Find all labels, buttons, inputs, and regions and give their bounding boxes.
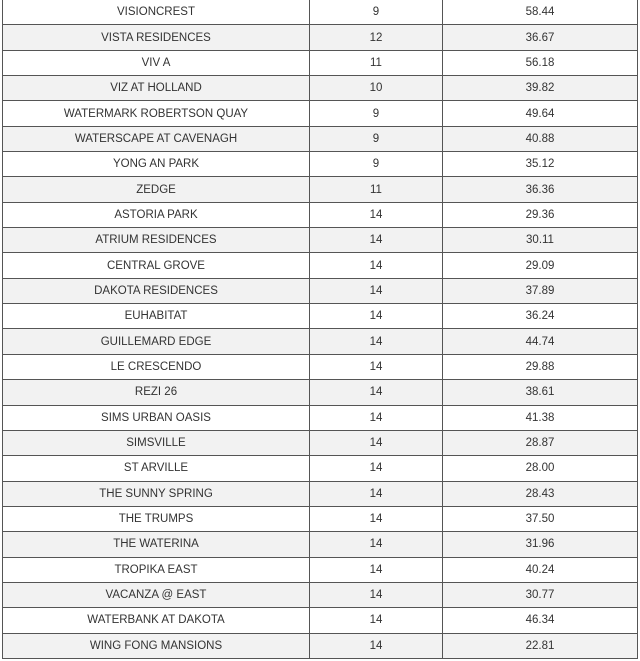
table-row [3, 278, 638, 303]
project-name-cell: VISIONCREST [3, 0, 310, 25]
age-cell: 9 [310, 101, 443, 126]
project-name-cell: WING FONG MANSIONS [3, 633, 310, 658]
table-body [3, 0, 638, 658]
value-cell: 31.96 [443, 532, 638, 557]
value-cell: 30.11 [443, 228, 638, 253]
table-row [3, 430, 638, 455]
table-row [3, 608, 638, 633]
table-row [3, 202, 638, 227]
age-cell: 14 [310, 380, 443, 405]
value-cell: 22.81 [443, 633, 638, 658]
table-row [3, 405, 638, 430]
value-cell: 38.61 [443, 380, 638, 405]
age-cell: 14 [310, 582, 443, 607]
age-cell: 9 [310, 0, 443, 25]
project-name-cell: DAKOTA RESIDENCES [3, 278, 310, 303]
table-row [3, 126, 638, 151]
value-cell: 44.74 [443, 329, 638, 354]
age-cell: 12 [310, 25, 443, 50]
project-name-cell: TROPIKA EAST [3, 557, 310, 582]
age-cell: 14 [310, 430, 443, 455]
age-cell: 14 [310, 506, 443, 531]
age-cell: 10 [310, 76, 443, 101]
table-row [3, 304, 638, 329]
value-cell: 28.00 [443, 456, 638, 481]
project-name-cell: GUILLEMARD EDGE [3, 329, 310, 354]
project-name-cell: ZEDGE [3, 177, 310, 202]
project-name-cell: VIV A [3, 50, 310, 75]
age-cell: 14 [310, 228, 443, 253]
table-row [3, 152, 638, 177]
value-cell: 58.44 [443, 0, 638, 25]
table-row [3, 532, 638, 557]
age-cell: 14 [310, 532, 443, 557]
age-cell: 9 [310, 126, 443, 151]
age-cell: 14 [310, 608, 443, 633]
value-cell: 40.24 [443, 557, 638, 582]
value-cell: 36.36 [443, 177, 638, 202]
value-cell: 56.18 [443, 50, 638, 75]
table-row [3, 582, 638, 607]
age-cell: 14 [310, 557, 443, 582]
project-name-cell: CENTRAL GROVE [3, 253, 310, 278]
table-row [3, 101, 638, 126]
project-name-cell: REZI 26 [3, 380, 310, 405]
project-name-cell: WATERSCAPE AT CAVENAGH [3, 126, 310, 151]
table-row [3, 354, 638, 379]
age-cell: 14 [310, 405, 443, 430]
project-name-cell: WATERMARK ROBERTSON QUAY [3, 101, 310, 126]
age-cell: 9 [310, 152, 443, 177]
project-name-cell: VIZ AT HOLLAND [3, 76, 310, 101]
project-name-cell: SIMSVILLE [3, 430, 310, 455]
project-name-cell: THE TRUMPS [3, 506, 310, 531]
value-cell: 29.88 [443, 354, 638, 379]
condo-table [2, 0, 638, 659]
project-name-cell: THE SUNNY SPRING [3, 481, 310, 506]
age-cell: 14 [310, 456, 443, 481]
table-row [3, 481, 638, 506]
project-name-cell: ASTORIA PARK [3, 202, 310, 227]
age-cell: 14 [310, 278, 443, 303]
value-cell: 36.24 [443, 304, 638, 329]
value-cell: 35.12 [443, 152, 638, 177]
value-cell: 46.34 [443, 608, 638, 633]
value-cell: 28.87 [443, 430, 638, 455]
project-name-cell: ST ARVILLE [3, 456, 310, 481]
value-cell: 30.77 [443, 582, 638, 607]
value-cell: 29.36 [443, 202, 638, 227]
table-row [3, 633, 638, 658]
value-cell: 39.82 [443, 76, 638, 101]
age-cell: 14 [310, 633, 443, 658]
value-cell: 37.89 [443, 278, 638, 303]
age-cell: 14 [310, 202, 443, 227]
table-row [3, 177, 638, 202]
value-cell: 49.64 [443, 101, 638, 126]
table-row [3, 456, 638, 481]
table-row [3, 557, 638, 582]
value-cell: 36.67 [443, 25, 638, 50]
table-row [3, 329, 638, 354]
age-cell: 14 [310, 329, 443, 354]
project-name-cell: YONG AN PARK [3, 152, 310, 177]
table-row [3, 25, 638, 50]
age-cell: 14 [310, 354, 443, 379]
value-cell: 29.09 [443, 253, 638, 278]
value-cell: 41.38 [443, 405, 638, 430]
project-name-cell: LE CRESCENDO [3, 354, 310, 379]
project-name-cell: SIMS URBAN OASIS [3, 405, 310, 430]
table-row [3, 50, 638, 75]
table-row [3, 0, 638, 25]
table-row [3, 506, 638, 531]
table-row [3, 76, 638, 101]
table-row [3, 253, 638, 278]
age-cell: 14 [310, 253, 443, 278]
project-name-cell: VISTA RESIDENCES [3, 25, 310, 50]
project-name-cell: VACANZA @ EAST [3, 582, 310, 607]
project-name-cell: THE WATERINA [3, 532, 310, 557]
age-cell: 14 [310, 481, 443, 506]
condo-table-container [2, 0, 636, 659]
project-name-cell: EUHABITAT [3, 304, 310, 329]
age-cell: 11 [310, 50, 443, 75]
value-cell: 40.88 [443, 126, 638, 151]
value-cell: 28.43 [443, 481, 638, 506]
project-name-cell: WATERBANK AT DAKOTA [3, 608, 310, 633]
age-cell: 14 [310, 304, 443, 329]
table-row [3, 380, 638, 405]
age-cell: 11 [310, 177, 443, 202]
project-name-cell: ATRIUM RESIDENCES [3, 228, 310, 253]
table-row [3, 228, 638, 253]
value-cell: 37.50 [443, 506, 638, 531]
